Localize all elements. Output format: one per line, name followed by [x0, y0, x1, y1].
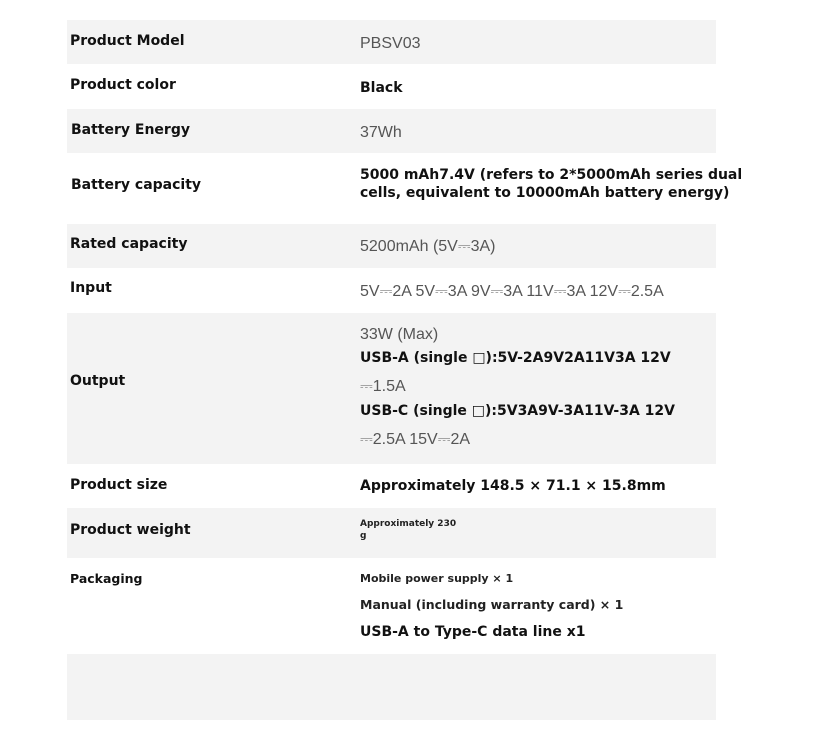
row-battery-capacity [67, 153, 743, 224]
value-rated-capacity [360, 236, 715, 256]
weight-line-2: g [360, 531, 367, 541]
row-product-weight [67, 508, 716, 558]
row-input [67, 268, 716, 313]
label-packaging: Packaging [70, 571, 143, 586]
label-product-weight: Product weight [70, 522, 191, 538]
row-output [67, 313, 716, 464]
output-usb-c: USB-C (single □):5V3A9V-3A11V-3A 12V [360, 403, 675, 419]
row-product-model [67, 20, 716, 64]
label-output: Output [70, 373, 126, 389]
capacity-line-1: 5000 mAh7.4V (refers to 2*5000mAh series dual [360, 167, 743, 183]
color-value: Black [360, 80, 403, 96]
model-value: PBSV03 [360, 35, 421, 52]
label-product-model: Product Model [70, 33, 185, 49]
packaging-item-3: USB-A to Type-C data line x1 [360, 624, 586, 640]
value-input [360, 281, 715, 301]
spec-table [67, 20, 743, 720]
output-usb-a-cont: ⎓1.5A [360, 378, 406, 395]
row-product-color [67, 64, 716, 109]
row-empty [67, 654, 716, 720]
weight-line-1: Approximately 230 [360, 519, 457, 529]
label-input: Input [70, 280, 112, 296]
label-battery-capacity: Battery capacity [71, 177, 202, 193]
row-rated-capacity [67, 224, 716, 268]
value-packaging [360, 572, 715, 642]
value-product-color [360, 77, 715, 96]
rated-value: 5200mAh (5V⎓3A) [360, 238, 496, 255]
packaging-item-1: Mobile power supply × 1 [360, 572, 514, 585]
label-product-color: Product color [70, 77, 176, 93]
size-value: Approximately 148.5 × 71.1 × 15.8mm [360, 478, 666, 494]
energy-value: 37Wh [360, 124, 402, 141]
output-usb-a: USB-A (single □):5V-2A9V2A11V3A 12V [360, 350, 671, 366]
label-product-size: Product size [70, 477, 168, 493]
value-battery-capacity [360, 167, 743, 207]
label-rated-capacity: Rated capacity [70, 236, 188, 252]
value-product-weight [360, 518, 715, 544]
value-battery-energy [360, 122, 715, 142]
row-battery-energy [67, 109, 716, 153]
output-max: 33W (Max) [360, 326, 439, 343]
output-usb-c-cont: ⎓2.5A 15V⎓2A [360, 431, 471, 448]
capacity-line-2: cells, equivalent to 10000mAh battery energy) [360, 185, 730, 201]
label-battery-energy: Battery Energy [71, 122, 190, 138]
value-product-model [360, 33, 715, 53]
row-packaging [67, 558, 716, 654]
input-value: 5V⎓2A 5V⎓3A 9V⎓3A 11V⎓3A 12V⎓2.5A [360, 283, 664, 300]
row-product-size [67, 464, 716, 508]
packaging-item-2: Manual (including warranty card) × 1 [360, 597, 624, 612]
value-output [360, 326, 715, 456]
value-product-size [360, 475, 715, 494]
